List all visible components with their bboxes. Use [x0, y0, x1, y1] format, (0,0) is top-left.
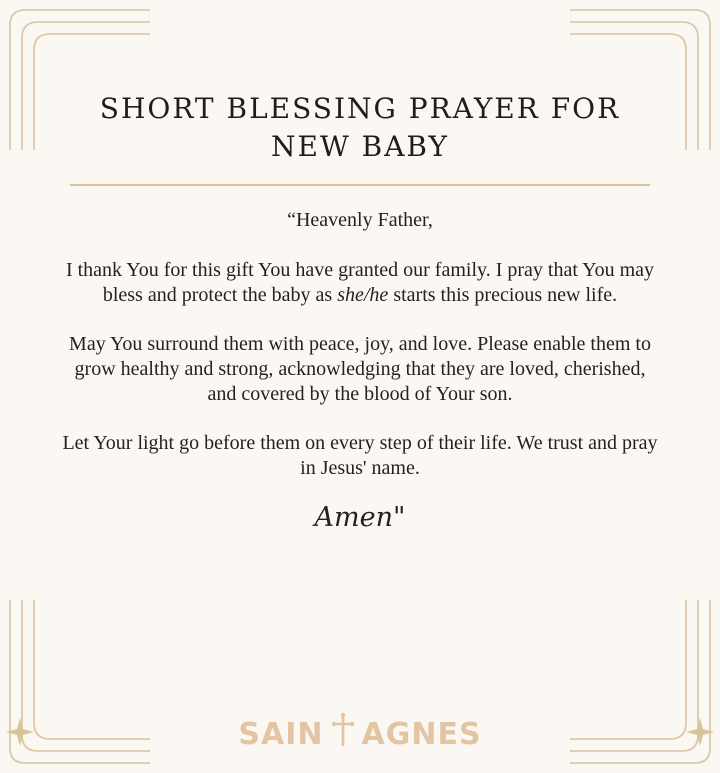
cross-icon — [330, 712, 356, 756]
para1-text-start: I thank You for this gift You have granted our family. I pray that You may bless and protect the baby as — [65, 259, 655, 306]
prayer-paragraph-3: Let Your light go before them on every step of their life. We trust and pray in Jesus' name. — [62, 432, 658, 479]
logo-text-left: SAIN — [238, 716, 324, 752]
para1-italic-pronoun: she/he — [337, 284, 389, 306]
saint-agnes-logo — [0, 712, 720, 756]
prayer-paragraph-2: May You surround them with peace, joy, and love. Please enable them to grow healthy and strong, acknowledging that they are loved, cherished, and covered by the blood of Your son. — [69, 333, 651, 405]
prayer-body — [60, 208, 660, 533]
logo-text-right: AGNES — [361, 716, 482, 752]
prayer-opening: “Heavenly Father, — [287, 209, 433, 231]
prayer-title — [60, 90, 660, 166]
title-line-1: SHORT BLESSING PRAYER FOR — [99, 92, 621, 125]
prayer-closing: Amen" — [314, 502, 406, 533]
title-divider — [70, 184, 650, 186]
para1-text-end: starts this precious new life. — [388, 284, 618, 306]
title-line-2: NEW BABY — [271, 130, 449, 163]
prayer-paragraph-1 — [60, 258, 660, 308]
